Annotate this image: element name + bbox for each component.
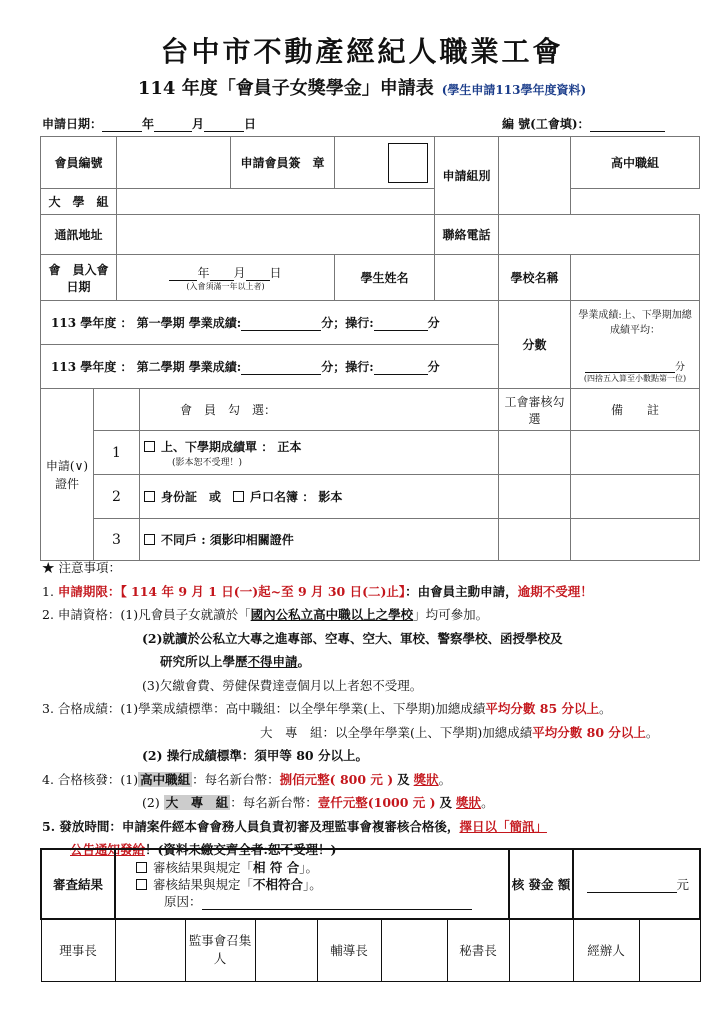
chairman-sign[interactable] <box>115 919 185 981</box>
semester2-row: 113 學年度 ： 第二學期 學業成績: 分；操行: 分 <box>41 345 499 389</box>
chairman-label: 理事長 <box>41 919 115 981</box>
match-checkbox[interactable] <box>136 862 147 873</box>
doc1-union-check[interactable] <box>499 431 571 475</box>
doc1-remark[interactable] <box>571 431 700 475</box>
applicant-sign-label: 申請會員簽 章 <box>231 137 335 189</box>
sem1-score-field[interactable] <box>241 317 321 331</box>
note-2-2b: 研究所以上學歷不得申請。 <box>160 654 311 669</box>
handler-label: 經辦人 <box>573 919 639 981</box>
doc2-union-check[interactable] <box>499 475 571 519</box>
review-label: 審查結果 <box>41 849 115 919</box>
supervisor-label: 監事會召集人 <box>185 919 255 981</box>
supervisor-sign[interactable] <box>255 919 317 981</box>
docs-label: 申請(∨)證件 <box>41 389 94 561</box>
application-form-table <box>40 136 700 561</box>
doc-item: 不同戶 : 須影印相關證件 <box>140 519 499 561</box>
note-2: 2. 申請資格：(1)凡會員子女就讀於「國內公私立高中職以上之學校」均可參加。 <box>42 607 489 622</box>
subtitle-note: (學生申請113學年度資料) <box>441 83 587 97</box>
doc-no: 1 <box>94 431 140 475</box>
applicant-sign-field[interactable] <box>335 137 435 189</box>
student-name-label: 學生姓名 <box>335 255 435 301</box>
group-label: 申請組別 <box>435 137 499 215</box>
doc3-remark[interactable] <box>571 519 700 561</box>
note-5: 5. 發放時間：申請案件經本會會務人員負責初審及理監事會複審核合格後，擇日以「簡訊」 <box>42 818 547 834</box>
note-1: 1. 申請期限：【 114 年 9 月 1 日(一)起~至 9 月 30 日(二)止】：由會員主動申請，逾期不受理！ <box>42 583 593 599</box>
doc-no: 3 <box>94 519 140 561</box>
apply-month-field[interactable] <box>154 118 192 132</box>
member-check-header: 會 員 勾 選： <box>140 389 499 431</box>
score-label: 分數 <box>499 301 571 389</box>
notes-heading: ★ 注意事項： <box>42 560 121 575</box>
handler-sign[interactable] <box>639 919 700 981</box>
serial-row: 編 號(工會填)： <box>502 115 665 132</box>
doc2a-checkbox[interactable] <box>144 491 155 502</box>
remark-header: 備 註 <box>571 389 700 431</box>
sem2-conduct-field[interactable] <box>374 361 428 375</box>
doc3-union-check[interactable] <box>499 519 571 561</box>
review-table <box>40 848 701 982</box>
member-no-label: 會員編號 <box>41 137 117 189</box>
notes-section <box>42 556 702 862</box>
note-2-2: (2)就讀於公私立大專之進專部、空專、空大、軍校、警察學校、函授學校及 <box>142 630 563 646</box>
doc3-checkbox[interactable] <box>144 534 155 545</box>
doc-item: 上、下學期成績單 ： 正本 (影本恕不受理！) <box>140 431 499 475</box>
reason-field[interactable] <box>202 896 472 910</box>
university-option[interactable]: 大 學 組 <box>41 189 117 215</box>
apply-day-field[interactable] <box>204 118 244 132</box>
phone-label: 聯絡電話 <box>435 215 499 255</box>
member-no-field[interactable] <box>117 137 231 189</box>
join-date-label: 會 員入會日期 <box>41 255 117 301</box>
note-4-2: (2) 大 專 組 ：每名新台幣：壹仟元整(1000 元 ) 及 獎狀。 <box>142 795 494 810</box>
average-field[interactable] <box>585 359 675 373</box>
semester1-row: 113 學年度 ： 第一學期 學業成績: 分；操行: 分 <box>41 301 499 345</box>
sem1-conduct-field[interactable] <box>374 317 428 331</box>
school-name-field[interactable] <box>571 255 700 301</box>
secretary-label: 秘書長 <box>447 919 509 981</box>
apply-date-row: 申請日期： 年 月 日 <box>42 117 257 131</box>
amount-field[interactable] <box>587 879 677 893</box>
address-field[interactable] <box>117 215 435 255</box>
union-check-header: 工會審核勾 選 <box>499 389 571 431</box>
doc-item: 身份証 或 戶口名簿 ： 影本 <box>140 475 499 519</box>
doc2-remark[interactable] <box>571 475 700 519</box>
advisor-sign[interactable] <box>381 919 447 981</box>
mismatch-checkbox[interactable] <box>136 879 147 890</box>
sem2-score-field[interactable] <box>241 361 321 375</box>
note-3-2: (2) 操行成績標準：須甲等 80 分以上。 <box>142 748 368 763</box>
apply-year-field[interactable] <box>102 118 142 132</box>
amount-cell: 元 <box>573 849 700 919</box>
doc2b-checkbox[interactable] <box>233 491 244 502</box>
note-3: 3. 合格成績：(1)學業成績標準：高中職組：以全學年學業(上、下學期)加總成績平均分數 85 分以上。 <box>42 701 612 716</box>
note-3-b: 大 專 組：以全學年學業(上、下學期)加總成績平均分數 80 分以上。 <box>260 724 659 740</box>
student-name-field[interactable] <box>435 255 499 301</box>
note-4: 4. 合格核發：(1) 高中職組 ：每名新台幣：捌佰元整( 800 元 ) 及 獎狀。 <box>42 771 452 787</box>
doc-no: 2 <box>94 475 140 519</box>
amount-label: 核 發金 額 <box>509 849 573 919</box>
address-label: 通訊地址 <box>41 215 117 255</box>
doc1-checkbox[interactable] <box>144 441 155 452</box>
phone-field[interactable] <box>499 215 700 255</box>
group-blank <box>499 137 571 215</box>
serial-field[interactable] <box>590 118 665 132</box>
join-note: (入會須滿一年以上者) <box>186 281 265 291</box>
school-name-label: 學校名稱 <box>499 255 571 301</box>
advisor-label: 輔導長 <box>317 919 381 981</box>
secretary-sign[interactable] <box>509 919 573 981</box>
review-options: 審核結果與規定「相 符 合」。 審核結果與規定「不相符合」。 原因： <box>115 849 509 919</box>
seal-box[interactable] <box>388 143 428 183</box>
average-cell: 學業成績:上、下學期加總成績平均： 分 (四捨五入算至小數點第一位) <box>571 301 700 389</box>
join-date-field[interactable]: 年 月 日 (入會須滿一年以上者) <box>117 255 335 301</box>
note-2-3: (3)欠繳會費、勞健保費達壹個月以上者恕不受理。 <box>142 677 423 693</box>
note-5-b: 公告通知發給！(資料未繳交齊全者:恕不受理！) <box>70 842 337 857</box>
form-subtitle: 114 年度「會員子女獎學金」申請表 (學生申請113學年度資料) <box>137 78 587 99</box>
high-school-option[interactable]: 高中職組 <box>571 137 700 189</box>
form-title: 台中市不動產經紀人職業工會 <box>160 35 564 68</box>
